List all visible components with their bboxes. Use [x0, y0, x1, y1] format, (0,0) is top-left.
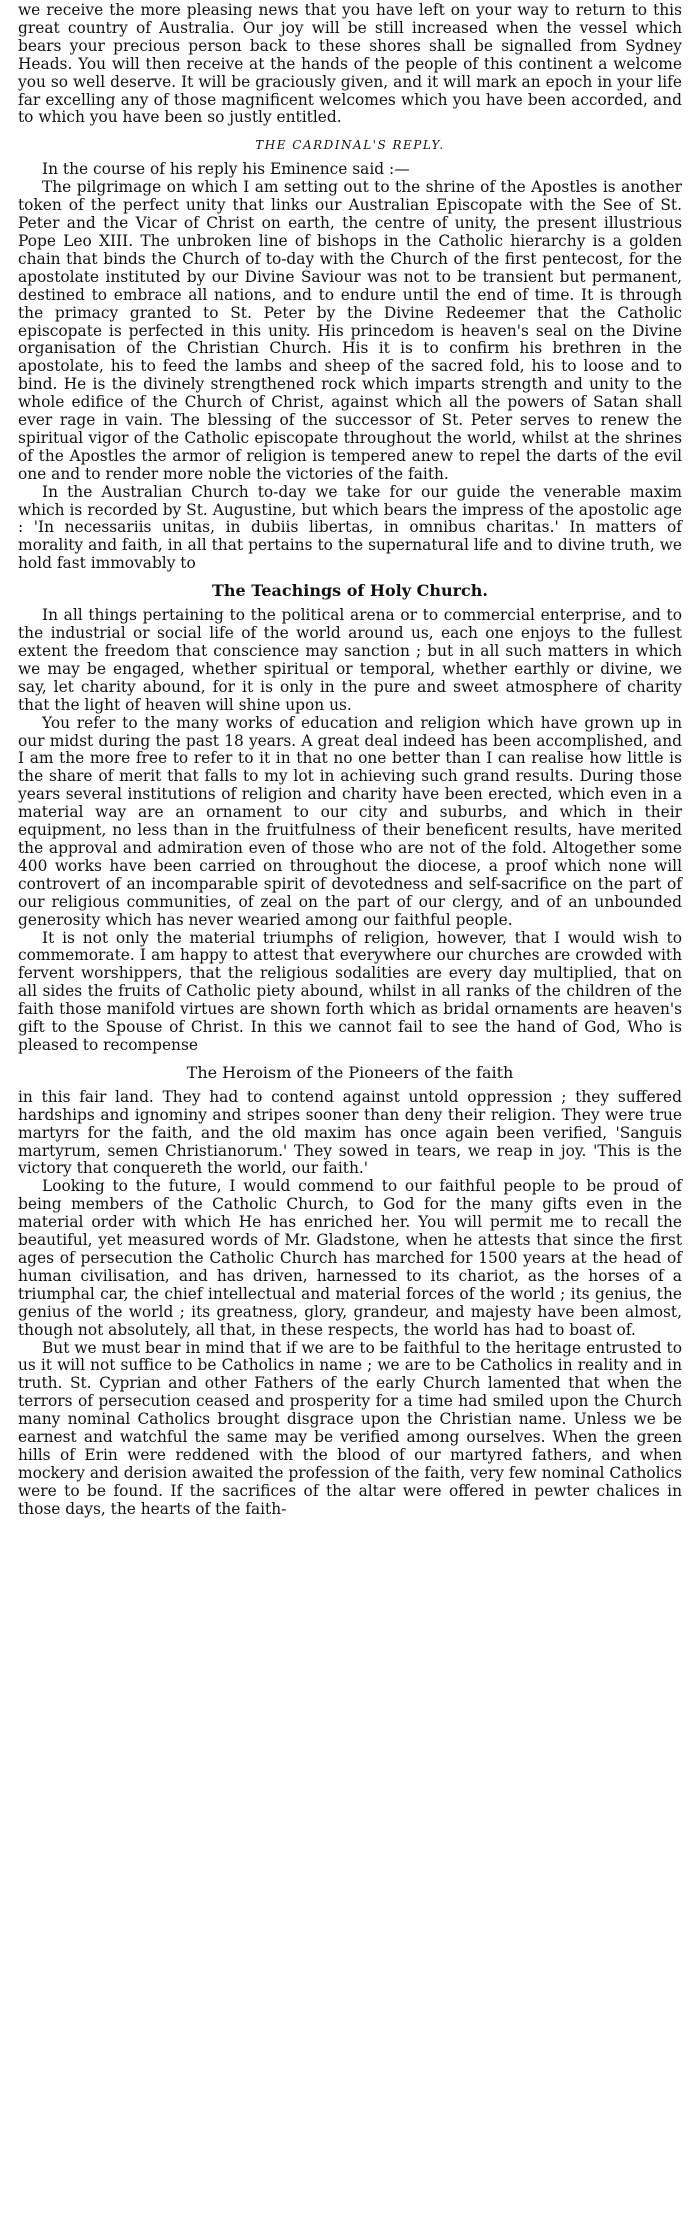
reply-lead: In the course of his reply his Eminence said :— [42, 160, 410, 179]
paragraph-triumphs: It is not only the material triumphs of religion, however, that I would wish to commemorate. I am happy to attest that everywhere our churches are crowded with fervent worshippers, that the religious sodalities are every day multiplied, that on all sides the fruits of Catholic piety abound, whilst in all ranks of the children of the faith those manifold virtues are shown forth which as bridal ornaments are heaven's gift to the Spouse of Christ. In this we cannot fail to see the hand of God, Who is pleased to recompense [18, 928, 682, 1054]
paragraph-australian-church: In the Australian Church to-day we take for our guide the venerable maxim which is recorded by St. Augustine, but which bears the impress of the apostolic age : 'In necessariis unitas, in dubiis libertas, in omnibus charitas.' In matters of morality and faith, in all that pertains to the supernatural life and to divine truth, we hold fast immovably to [18, 482, 682, 573]
paragraph-works: You refer to the many works of education and religion which have grown up in our midst during the past 18 years. A great deal indeed has been accomplished, and I am the more free to refer to it in that no one better than I can realise how little is the share of merit that falls to my lot in achieving such grand results. During those years several institutions of religion and charity have been erected, which even in a material way are an ornament to our city and suburbs, and which in their equipment, no less than in the fruitfulness of their beneficent results, have merited the approval and admiration even of those who are not of the fold. Altogether some 400 works have been carried on throughout the diocese, a proof which none will controvert of an incomparable spirit of devotedness and self-sacrifice on the part of our religious communities, of zeal on the part of our clergy, and of an unbounded generosity which has never wearied among our faithful people. [18, 713, 682, 929]
paragraph-political: In all things pertaining to the political arena or to commercial enterprise, and to the industrial or social life of the world around us, each one enjoys to the fullest extent the freedom that conscience may sanction ; but in all such matters in which we may be engaged, whether spiritual or temporal, whether earthly or divine, we say, let charity abound, for it is only in the pure and sweet atmosphere of charity that the light of heaven will shine upon us. [18, 606, 682, 714]
heading-cardinals-reply: THE CARDINAL'S REPLY. [255, 138, 445, 153]
paragraph-fair-land: in this fair land. They had to contend against untold oppression ; they suffered hardships and ignominy and stripes sooner than deny their religion. They were true martyrs for the faith, and the old maxim has once again been verified, 'Sanguis martyrum, semen Christianorum.' They sowed in tears, we reap in joy. 'This is the victory that conquereth the world, our faith.' [18, 1087, 682, 1178]
heading-teachings: The Teachings of Holy Church. [212, 581, 488, 601]
paragraph-future: Looking to the future, I would commend to our faithful people to be proud of being members of the Catholic Church, to God for the many gifts even in the material order with which He has enriched her. You will permit me to recall the beautiful, yet measured words of Mr. Gladstone, when he attests that since the first ages of persecution the Catholic Church has marched for 1500 years at the head of human civilisation, and has driven, harnessed to its chariot, as the horses of a triumphal car, the chief intellectual and material forces of the world ; its genius, the genius of the world ; its greatness, glory, grandeur, and majesty have been almost, though not absolutely, all that, in these respects, the world has had to boast of. [18, 1177, 682, 1339]
intro-paragraph: we receive the more pleasing news that you have left on your way to return to this great country of Australia. Our joy will be still increased when the vessel which bears your precious person back to these shores shall be signalled from Sydney Heads. You will then receive at the hands of the people of this continent a welcome you so well deserve. It will be graciously given, and it will mark an epoch in your life far excelling any of those magnificent welcomes which you have been accorded, and to which you have been so justly entitled. [18, 1, 682, 127]
heading-heroism: The Heroism of the Pioneers of the faith [186, 1062, 514, 1082]
paragraph-heritage: But we must bear in mind that if we are to be faithful to the heritage entrusted to us it will not suffice to be Catholics in name ; we are to be Catholics in reality and in truth. St. Cyprian and other Fathers of the early Church lamented that when the terrors of persecution ceased and prosperity for a time had smiled upon the Church many nominal Catholics brought disgrace upon the Christian name. Unless we be earnest and watchful the same may be verified among ourselves. When the green hills of Erin were reddened with the blood of our martyred fathers, and when mockery and derision awaited the profession of the faith, very few nominal Catholics were to be found. If the sacrifices of the altar were offered in pewter chalices in those days, the hearts of the faith- [18, 1338, 682, 1518]
paragraph-pilgrimage: The pilgrimage on which I am setting out to the shrine of the Apostles is another token of the perfect unity that links our Australian Episcopate with the See of St. Peter and the Vicar of Christ on earth, the centre of unity, the present illustrious Pope Leo XIII. The unbroken line of bishops in the Catholic hierarchy is a golden chain that binds the Church of to-day with the Church of the first pentecost, for the apostolate instituted by our Divine Saviour was not to be transient but permanent, destined to embrace all nations, and to endure until the end of time. It is through the primacy granted to St. Peter by the Divine Redeemer that the Catholic episcopate is perfected in this unity. His princedom is heaven's seal on the Divine organisation of the Christian Church. His it is to confirm his brethren in the apostolate, his to feed the lambs and sheep of the sacred fold, his to loose and to bind. He is the divinely strengthened rock which imparts strength and unity to the whole edifice of the Church of Christ, against which all the powers of Satan shall ever rage in vain. The blessing of the successor of St. Peter serves to renew the spiritual vigor of the Catholic episcopate throughout the world, whilst at the shrines of the Apostles the armor of religion is tempered anew to repel the darts of the evil one and to render more noble the victories of the faith. [18, 178, 682, 483]
